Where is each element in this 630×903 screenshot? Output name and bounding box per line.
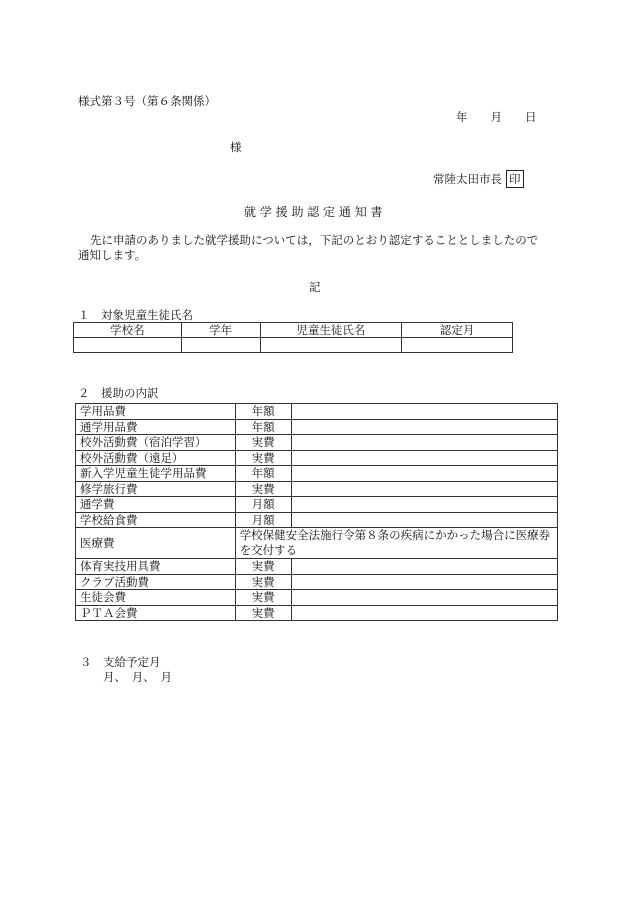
- aid-type: 実費: [235, 435, 291, 451]
- aid-amount: [291, 404, 557, 420]
- table-row: [76, 481, 558, 497]
- aid-note: 学校保健安全法施行令第８条の疾病にかかった場合に医療券を交付する: [235, 528, 557, 559]
- body-text-line1: 先に申請のありました就学援助については，下記のとおり認定することとしましたので: [90, 233, 539, 247]
- addressee-suffix: 様: [230, 140, 242, 154]
- cell-grade: [181, 338, 260, 353]
- target-student-table: [73, 322, 513, 353]
- document-title: 就 学 援 助 認 定 通 知 書: [244, 205, 383, 219]
- table-row: [76, 466, 558, 482]
- aid-type: 実費: [235, 481, 291, 497]
- aid-item: 校外活動費（宿泊学習）: [76, 435, 236, 451]
- issuer-name: 常陸太田市長: [433, 172, 502, 186]
- aid-type: 年額: [235, 419, 291, 435]
- section2-heading: ２ 援助の内訳: [78, 386, 159, 400]
- aid-amount: [291, 497, 557, 513]
- aid-type: 年額: [235, 466, 291, 482]
- table-row: [76, 574, 558, 590]
- aid-amount: [291, 435, 557, 451]
- aid-amount: [291, 559, 557, 575]
- table-row: [76, 559, 558, 575]
- table-row: [76, 512, 558, 528]
- aid-item: 新入学児童生徒学用品費: [76, 466, 236, 482]
- aid-item: ＰＴＡ会費: [76, 605, 236, 621]
- aid-amount: [291, 590, 557, 606]
- issuer-line: [433, 170, 524, 188]
- section1-heading: １ 対象児童生徒氏名: [78, 308, 193, 322]
- table-header-row: [74, 323, 513, 338]
- aid-type: 実費: [235, 574, 291, 590]
- table-row: [76, 450, 558, 466]
- aid-amount: [291, 466, 557, 482]
- col-student-name: 児童生徒氏名: [260, 323, 402, 338]
- date-line: 年 月 日: [456, 110, 537, 124]
- aid-item: 学用品費: [76, 404, 236, 420]
- aid-item: 学校給食費: [76, 512, 236, 528]
- aid-amount: [291, 574, 557, 590]
- aid-type: 月額: [235, 512, 291, 528]
- table-row: [76, 605, 558, 621]
- table-row: [76, 590, 558, 606]
- aid-amount: [291, 481, 557, 497]
- cell-student-name: [260, 338, 402, 353]
- section3-heading: ３ 支給予定月: [80, 655, 161, 669]
- aid-item: 生徒会費: [76, 590, 236, 606]
- aid-type: 実費: [235, 590, 291, 606]
- aid-amount: [291, 605, 557, 621]
- col-school-name: 学校名: [74, 323, 182, 338]
- cell-school-name: [74, 338, 182, 353]
- col-grade: 学年: [181, 323, 260, 338]
- seal-mark: 印: [506, 170, 524, 188]
- table-row: [76, 435, 558, 451]
- aid-amount: [291, 450, 557, 466]
- aid-type: 実費: [235, 450, 291, 466]
- cell-approval-month: [402, 338, 513, 353]
- table-row: [76, 528, 558, 559]
- table-row: [76, 497, 558, 513]
- aid-item: 校外活動費（遠足）: [76, 450, 236, 466]
- aid-type: 実費: [235, 605, 291, 621]
- aid-amount: [291, 512, 557, 528]
- ki-label: 記: [309, 280, 321, 294]
- table-row: [76, 404, 558, 420]
- aid-type: 月額: [235, 497, 291, 513]
- aid-item: 修学旅行費: [76, 481, 236, 497]
- aid-item: 通学用品費: [76, 419, 236, 435]
- aid-item: 医療費: [76, 528, 236, 559]
- aid-amount: [291, 419, 557, 435]
- aid-type: 年額: [235, 404, 291, 420]
- aid-item: 体育実技用具費: [76, 559, 236, 575]
- aid-type: 実費: [235, 559, 291, 575]
- table-row: [74, 338, 513, 353]
- form-number: 様式第３号（第６条関係）: [78, 94, 216, 108]
- payment-months: 月、 月、 月: [103, 670, 172, 684]
- col-approval-month: 認定月: [402, 323, 513, 338]
- table-row: [76, 419, 558, 435]
- aid-item: クラブ活動費: [76, 574, 236, 590]
- body-text-line2: 通知します。: [78, 248, 147, 262]
- aid-item: 通学費: [76, 497, 236, 513]
- aid-breakdown-table: [75, 403, 558, 621]
